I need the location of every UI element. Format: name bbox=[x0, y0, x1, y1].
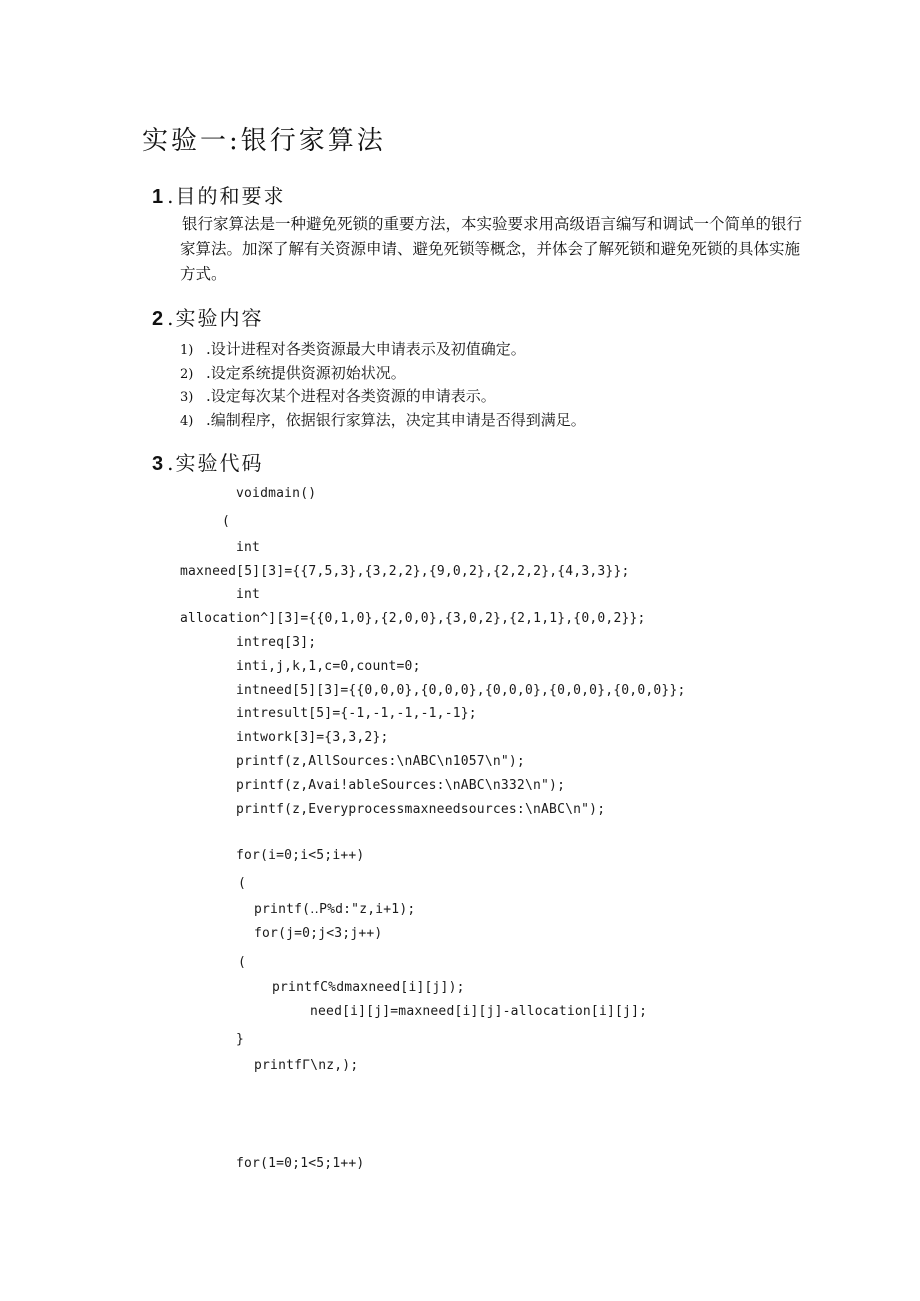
code-line: printf(z,Avai!ableSources:\nABC\n332\n"); bbox=[236, 778, 566, 793]
list-item-index: 2) bbox=[180, 366, 194, 382]
code-line: } bbox=[236, 1032, 245, 1047]
code-line: printf(z,Everyprocessmaxneedsources:\nABC\n"); bbox=[236, 802, 606, 817]
code-line: allocation^][3]={{0,1,0},{2,0,0},{3,0,2},{2,1,1},{0,0,2}}; bbox=[180, 611, 646, 626]
list-item-text: .设计进程对各类资源最大申请表示及初值确定。 bbox=[206, 340, 526, 358]
page-title: 实验一:银行家算法 bbox=[142, 126, 386, 156]
code-line: for(1=0;1<5;1++) bbox=[236, 1156, 365, 1171]
code-line: for(i=0;i<5;i++) bbox=[236, 848, 365, 863]
code-line: intresult[5]={-1,-1,-1,-1,-1}; bbox=[236, 706, 477, 721]
section-number: 2 bbox=[152, 308, 164, 330]
code-line: printf(‥P%d:"z,i+1); bbox=[254, 902, 416, 917]
list-item bbox=[180, 409, 586, 433]
code-line: intwork[3]={3,3,2}; bbox=[236, 730, 389, 745]
list-item bbox=[180, 385, 586, 409]
list-item-index: 4) bbox=[180, 413, 194, 429]
section-number: 3 bbox=[152, 453, 164, 475]
code-line: intreq[3]; bbox=[236, 635, 317, 650]
code-line: inti,j,k,1,c=0,count=0; bbox=[236, 659, 421, 674]
code-line: int bbox=[236, 587, 261, 602]
code-line: ( bbox=[238, 955, 247, 970]
list-item bbox=[180, 362, 586, 386]
code-line: intneed[5][3]={{0,0,0},{0,0,0},{0,0,0},{0,0,0},{0,0,0}}; bbox=[236, 683, 686, 698]
list-item-index: 1) bbox=[180, 343, 194, 358]
code-line: printf(z,AllSources:\nABC\n1057\n"); bbox=[236, 754, 525, 769]
code-line: int bbox=[236, 540, 261, 555]
code-line: printfΓ\nz,); bbox=[254, 1058, 359, 1073]
section-heading-code bbox=[152, 447, 263, 476]
content-list bbox=[180, 338, 586, 432]
section-heading-text: .目的和要求 bbox=[167, 184, 286, 208]
code-line: maxneed[5][3]={{7,5,3},{3,2,2},{9,0,2},{2,2,2},{4,3,3}}; bbox=[180, 564, 630, 579]
code-line: for(j=0;j<3;j++) bbox=[254, 926, 383, 941]
section-heading-content bbox=[152, 302, 263, 331]
code-line: need[i][j]=maxneed[i][j]-allocation[i][j]; bbox=[310, 1004, 648, 1019]
list-item-index: 3) bbox=[180, 390, 194, 405]
list-item-text: .设定每次某个进程对各类资源的申请表示。 bbox=[206, 387, 496, 405]
code-line: voidmain() bbox=[236, 486, 317, 501]
intro-paragraph: 银行家算法是一种避免死锁的重要方法，本实验要求用高级语言编写和调试一个简单的银行家算法。加深了解有关资源申请、避免死锁等概念，并体会了解死锁和避免死锁的具体实施方式。 bbox=[180, 215, 803, 283]
section-heading-goals bbox=[152, 180, 285, 209]
list-item bbox=[180, 338, 586, 362]
section-heading-text: .实验代码 bbox=[167, 451, 264, 475]
list-item-text: .设定系统提供资源初始状况。 bbox=[206, 363, 406, 382]
list-item-text: .编制程序，依据银行家算法，决定其申请是否得到满足。 bbox=[206, 410, 586, 429]
code-line: ( bbox=[238, 876, 247, 891]
code-line: printfC%dmaxneed[i][j]); bbox=[272, 980, 465, 995]
section-number: 1 bbox=[152, 186, 164, 208]
section-heading-text: .实验内容 bbox=[167, 306, 264, 330]
code-line: ( bbox=[222, 514, 231, 529]
